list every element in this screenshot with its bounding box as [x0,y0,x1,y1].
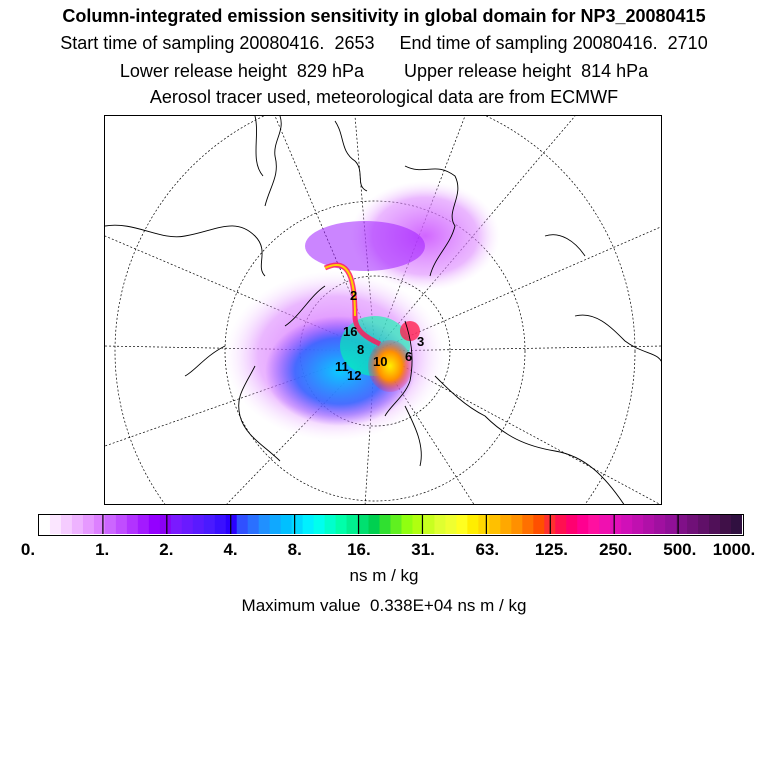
colorbar-swatch [643,515,655,534]
colorbar-swatch [478,515,490,534]
plume-label: 12 [347,368,362,383]
colorbar-swatch [138,515,150,534]
colorbar-tick-label: 500. [663,540,697,559]
plume-label: 16 [343,324,358,339]
colorbar-swatch [292,515,304,534]
sensitivity-field [225,181,500,441]
colorbar-swatch [116,515,128,534]
colorbar-swatch [259,515,271,534]
colorbar-swatch [39,515,51,534]
colorbar-units: ns m / kg [349,566,419,585]
colorbar-swatch [621,515,633,534]
colorbar-swatch [336,515,348,534]
colorbar-swatch [555,515,567,534]
colorbar-swatch [467,515,479,534]
colorbar-tick-label: 2. [159,540,174,559]
colorbar-tick-label: 1000. [712,540,756,559]
colorbar-swatches [39,515,742,534]
colorbar-swatch [489,515,501,534]
colorbar-swatch [72,515,84,534]
colorbar-swatch [171,515,183,534]
colorbar-swatch [687,515,699,534]
colorbar-swatch [533,515,545,534]
plume-label: 6 [405,349,413,364]
colorbar-swatch [215,515,227,534]
map-panel [104,115,662,505]
colorbar-swatch [314,515,326,534]
colorbar-swatch [698,515,710,534]
colorbar-swatch [610,515,622,534]
colorbar-swatch [325,515,337,534]
colorbar-tick-label: 8. [287,540,302,559]
plume-label: 2 [350,288,358,303]
sampling-time-text: Start time of sampling 20080416. 2653 End time of sampling 20080416. 2710 [60,33,708,53]
colorbar-swatch [632,515,644,534]
colorbar-swatch [434,515,446,534]
colorbar-tick-label: 31. [411,540,435,559]
colorbar-tick-label: 63. [475,540,500,559]
colorbar-swatch [50,515,62,534]
colorbar-swatch [193,515,205,534]
maximum-value-text: Maximum value 0.338E+04 ns m / kg [241,596,527,615]
colorbar-swatch [599,515,611,534]
colorbar-swatch [149,515,161,534]
colorbar-swatch [456,515,468,534]
colorbar-swatch [358,515,370,534]
colorbar-tick-label: 1. [95,540,110,559]
colorbar-swatch [270,515,282,534]
colorbar-swatch [380,515,392,534]
release-height-text: Lower release height 829 hPa Upper release height 814 hPa [119,61,649,81]
plume-label: 11 [335,359,349,374]
colorbar-tick-label: 4. [223,540,238,559]
colorbar-swatch [61,515,73,534]
colorbar-swatch [281,515,293,534]
colorbar-swatch [720,515,732,534]
colorbar-swatch [94,515,106,534]
colorbar-tick-label: 250. [599,540,633,559]
colorbar-swatch [83,515,95,534]
colorbar [38,514,744,536]
plume-label: 3 [417,334,425,349]
colorbar-swatch [347,515,359,534]
colorbar-swatch [204,515,216,534]
colorbar-swatch [577,515,589,534]
map-canvas [105,116,662,505]
colorbar-swatch [237,515,249,534]
tracer-info-text: Aerosol tracer used, meteorological data are from ECMWF [149,87,619,107]
colorbar-swatch [500,515,512,534]
colorbar-swatch [731,515,742,534]
colorbar-swatch [369,515,381,534]
colorbar-swatch [226,515,238,534]
colorbar-swatch [588,515,600,534]
colorbar-swatch [566,515,578,534]
colorbar-swatch [522,515,534,534]
colorbar-swatch [445,515,457,534]
plume-label: 8 [357,342,365,357]
colorbar-tick-label: 0. [20,540,36,559]
colorbar-swatch [248,515,260,534]
colorbar-swatch [709,515,721,534]
colorbar-swatch [182,515,194,534]
colorbar-swatch [401,515,413,534]
colorbar-swatch [423,515,435,534]
colorbar-tick-label: 16. [347,540,371,559]
colorbar-swatch [665,515,677,534]
colorbar-swatch [160,515,172,534]
map-title: Column-integrated emission sensitivity in global domain for NP3_20080415 [62,6,706,26]
colorbar-swatch [303,515,315,534]
colorbar-swatch [391,515,403,534]
colorbar-swatch [127,515,139,534]
colorbar-swatch [511,515,523,534]
colorbar-swatch [654,515,666,534]
plume-label: 10 [373,354,388,369]
colorbar-tick-label: 125. [534,540,568,559]
colorbar-swatch [105,515,117,534]
